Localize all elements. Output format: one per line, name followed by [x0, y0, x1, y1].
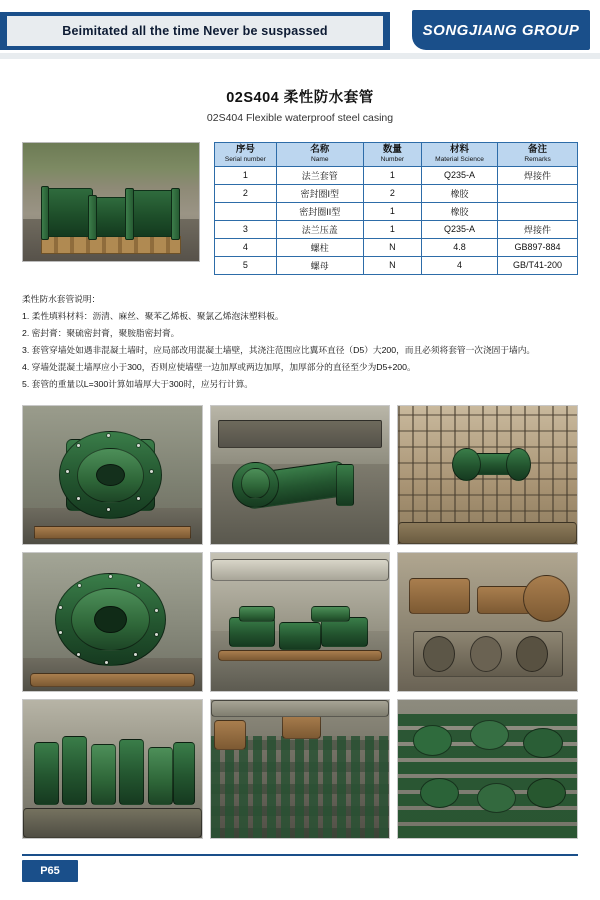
gallery-photo — [22, 405, 203, 545]
header-cn: 数量 — [382, 144, 402, 155]
note-item: 4. 穿墙处混凝土墙厚应小于300，否则应使墙壁一边加厚或两边加厚，加厚部分的直径至少为D5+200。 — [22, 362, 416, 373]
brand-name: SONGJIANG GROUP — [422, 21, 580, 39]
cell-name: 密封圈II型 — [276, 202, 363, 220]
cell-name: 法兰压盖 — [276, 220, 363, 238]
header-stripe — [0, 50, 600, 59]
page-footer — [0, 854, 600, 900]
page-number-badge: P65 — [22, 860, 78, 882]
cell-name: 螺柱 — [276, 238, 363, 256]
page-header — [0, 0, 600, 60]
table-header-number — [363, 143, 421, 167]
photo-alt — [27, 535, 136, 541]
cell-serial: 4 — [215, 238, 277, 256]
table-row — [215, 184, 578, 202]
cell-serial: 5 — [215, 256, 277, 274]
header-en: Number — [380, 155, 405, 163]
gallery-photo — [210, 699, 391, 839]
header-cn: 材料 — [449, 144, 469, 155]
photo-alt — [402, 535, 518, 541]
photo-alt — [215, 829, 328, 835]
gallery-photo — [22, 699, 203, 839]
cell-name: 密封圈I型 — [276, 184, 363, 202]
table-header-row — [215, 143, 578, 167]
gallery-photo — [397, 699, 578, 839]
title-block — [0, 86, 600, 124]
specification-table — [214, 142, 578, 275]
notes-block — [22, 291, 578, 394]
photo-alt — [27, 829, 134, 835]
photo-alt — [402, 829, 513, 835]
cell-number: 1 — [363, 220, 421, 238]
table-row — [215, 256, 578, 274]
table-row — [215, 166, 578, 184]
cell-serial — [215, 202, 277, 220]
cell-material: 橡胶 — [421, 202, 497, 220]
note-item: 5. 套管的重量以L=300计算如墙厚大于300时，应另行计算。 — [22, 379, 253, 390]
cell-number: 1 — [363, 166, 421, 184]
brand-plate — [412, 10, 590, 50]
cell-material: 橡胶 — [421, 184, 497, 202]
page-title: 02S404 柔性防水套管 — [226, 90, 374, 106]
cell-remarks — [498, 202, 578, 220]
header-en: Name — [310, 155, 329, 163]
cell-name: 法兰套管 — [276, 166, 363, 184]
header-en: Material Science — [435, 155, 484, 163]
photo-alt — [215, 535, 312, 541]
cell-remarks — [498, 184, 578, 202]
header-banner — [0, 12, 390, 50]
cell-material: Q235-A — [421, 166, 497, 184]
table-header-remarks — [498, 143, 578, 167]
note-item: 3. 套管穿墙处如遇非混凝土墙时，应局部改用混凝土墙壁，其浇注范围应比翼环直径（D5）大200，而且必须将套管一次浇固于墙内。 — [22, 345, 536, 356]
cell-number: 1 — [363, 202, 421, 220]
table-row — [215, 238, 578, 256]
cell-serial: 2 — [215, 184, 277, 202]
cell-remarks: GB/T41-200 — [498, 256, 578, 274]
gallery-photo — [397, 405, 578, 545]
header-banner-text: Beimitated all the time Never be suspassed — [7, 16, 383, 46]
cell-remarks: 焊接件 — [498, 166, 578, 184]
cell-remarks: 焊接件 — [498, 220, 578, 238]
photo-gallery — [22, 405, 578, 839]
header-en: Serial number — [224, 155, 266, 163]
photo-alt — [27, 682, 146, 688]
cell-number: N — [363, 238, 421, 256]
gallery-photo — [210, 405, 391, 545]
header-cn: 序号 — [235, 144, 255, 155]
cell-material: 4 — [421, 256, 497, 274]
spec-table-wrap — [214, 142, 578, 275]
cell-serial: 1 — [215, 166, 277, 184]
footer-divider — [22, 854, 578, 856]
cell-name: 螺母 — [276, 256, 363, 274]
header-cn: 备注 — [528, 144, 548, 155]
note-item: 2. 密封膏：聚硫密封膏，聚胺脂密封膏。 — [22, 328, 180, 339]
cell-serial: 3 — [215, 220, 277, 238]
photo-alt — [402, 682, 509, 688]
header-cn: 名称 — [310, 144, 330, 155]
table-header-material — [421, 143, 497, 167]
table-header-serial — [215, 143, 277, 167]
table-header-name — [276, 143, 363, 167]
hero-product-photo — [22, 142, 200, 262]
gallery-photo — [397, 552, 578, 692]
table-row — [215, 202, 578, 220]
photo-alt — [215, 682, 308, 688]
table-row — [215, 220, 578, 238]
cell-number: N — [363, 256, 421, 274]
cell-material: Q235-A — [421, 220, 497, 238]
header-en: Remarks — [524, 155, 551, 163]
notes-title: 柔性防水套管说明： — [22, 293, 101, 304]
cell-number: 2 — [363, 184, 421, 202]
gallery-photo — [210, 552, 391, 692]
page-subtitle: 02S404 Flexible waterproof steel casing — [206, 112, 394, 124]
gallery-photo — [22, 552, 203, 692]
note-item: 1. 柔性填料材料：沥清、麻丝、聚苯乙烯板、聚氯乙烯泡沫塑料板。 — [22, 311, 284, 322]
cell-material: 4.8 — [421, 238, 497, 256]
cell-remarks: GB897-884 — [498, 238, 578, 256]
product-overview — [22, 142, 578, 275]
